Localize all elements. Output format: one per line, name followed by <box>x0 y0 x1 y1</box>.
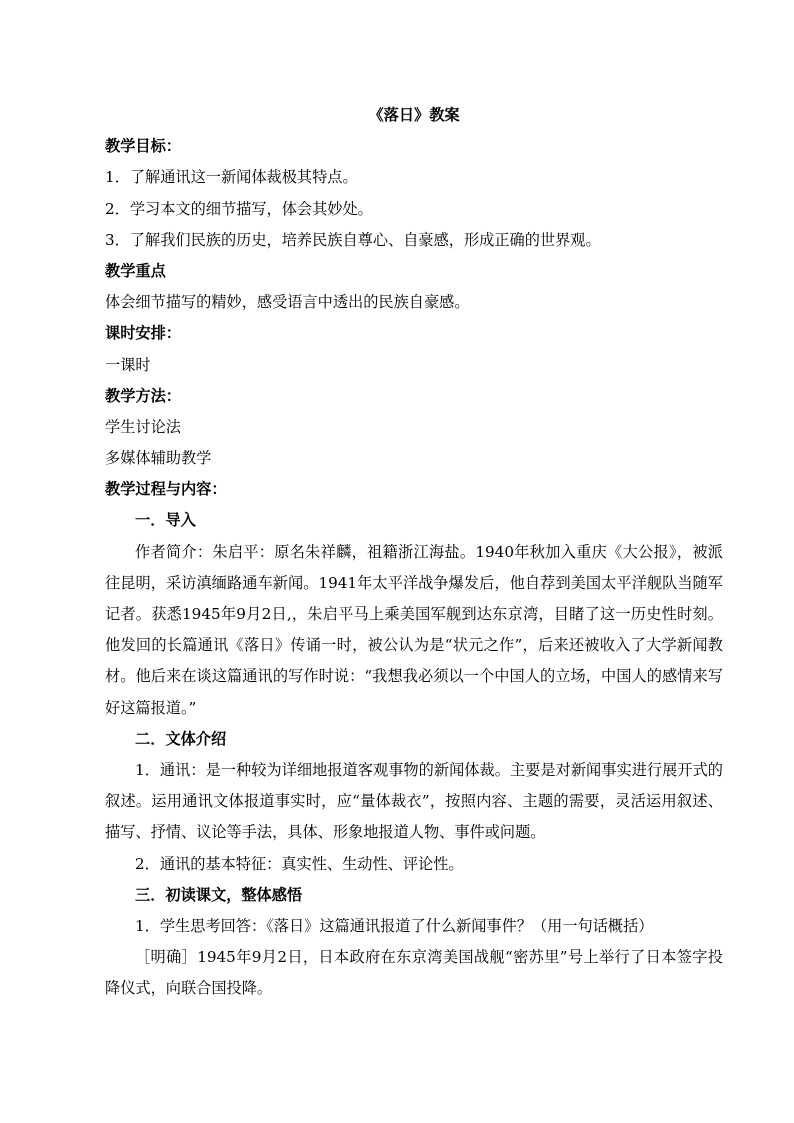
schedule-heading: 课时安排： <box>105 324 181 343</box>
method-item: 学生讨论法 <box>105 417 181 436</box>
section2-paragraph-2: 2．通讯的基本特征：真实性、生动性、评论性。 <box>135 854 464 873</box>
section2-heading: 二．文体介绍 <box>135 729 227 748</box>
document-page <box>105 100 723 1005</box>
methods-heading: 教学方法： <box>105 386 181 405</box>
section2-paragraph-1: 1．通讯：是一种较为详细地报道客观事物的新闻体裁。主要是对新闻事实进行展开式的叙述。运用通讯文体报道事实时，应“量体裁衣”，按照内容、主题的需要，灵活运用叙述、描写、抒情、议论等手法，具体、形象地报道人物、事件或问题。 <box>105 761 723 842</box>
section3-answer: ［明确］1945年9月2日，日本政府在东京湾美国战舰“密苏里”号上举行了日本签字投降仪式，向联合国投降。 <box>105 948 723 998</box>
document-title: 《落日》教案 <box>368 106 460 124</box>
key-points-text: 体会细节描写的精妙，感受语言中透出的民族自豪感。 <box>105 293 470 312</box>
section1-paragraph: 作者简介：朱启平：原名朱祥麟，祖籍浙江海盐。1940年秋加入重庆《大公报》，被派往昆明，采访滇缅路通车新闻。1941年太平洋战争爆发后，他自荐到美国太平洋舰队当随军记者。获悉1945年9月2日,，朱启平马上乘美国军舰到达东京湾，目睹了这一历史性时刻。他发回的长篇通讯《落日》传诵一时，被公认为是“状元之作”，后来还被收入了大学新闻教材。他后来在谈这篇通讯的写作时说：“我想我必须以一个中国人的立场，中国人的感情来写好这篇报道。” <box>105 542 723 717</box>
section1-heading: 一．导入 <box>135 511 196 530</box>
section3-question: 1．学生思考回答：《落日》这篇通讯报道了什么新闻事件？（用一句话概括） <box>135 917 654 936</box>
schedule-text: 一课时 <box>105 355 151 374</box>
process-heading: 教学过程与内容： <box>105 480 227 499</box>
method-item: 多媒体辅助教学 <box>105 449 212 468</box>
objectives-heading: 教学目标： <box>105 137 181 156</box>
objective-item: 3．了解我们民族的历史，培养民族自尊心、自豪感，形成正确的世界观。 <box>105 230 601 249</box>
objective-item: 1．了解通讯这一新闻体裁极其特点。 <box>105 168 358 187</box>
objective-item: 2．学习本文的细节描写，体会其妙处。 <box>105 199 373 218</box>
key-points-heading: 教学重点 <box>105 261 166 280</box>
section3-heading: 三．初读课文，整体感悟 <box>135 885 303 904</box>
